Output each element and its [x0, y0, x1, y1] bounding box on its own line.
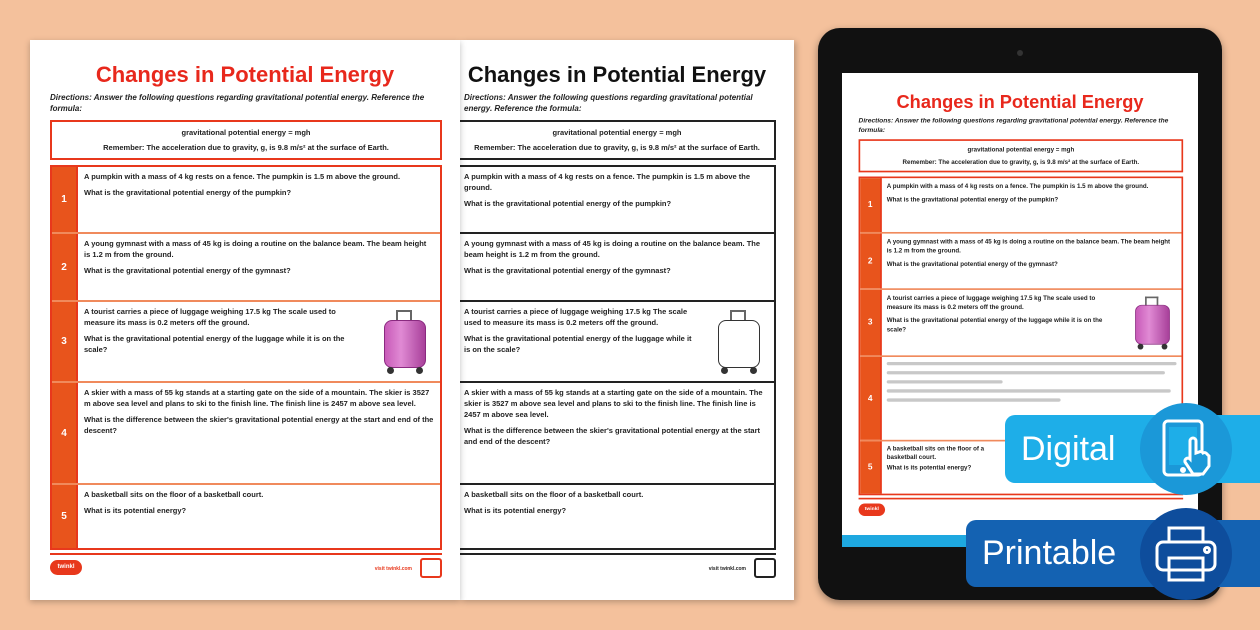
suitcase-icon: [1133, 297, 1171, 350]
placeholder-line: [887, 371, 1165, 374]
camera-icon: [1017, 50, 1023, 56]
suitcase-icon: [716, 310, 762, 374]
question-prompt: What is the difference between the skier's gravitational potential energy at the start and end of the descent?: [84, 415, 434, 435]
question-prompt: What is the gravitational potential energy of the luggage while it is on the scale?: [84, 334, 345, 354]
placeholder-line: [887, 362, 1177, 365]
site-link: visit twinkl.com: [708, 566, 746, 572]
question-number: 4: [52, 383, 78, 483]
placeholder-line: [887, 389, 1171, 392]
question-prompt: What is the gravitational potential energy of the pumpkin?: [886, 195, 1059, 203]
question-row: [460, 234, 774, 302]
twinkl-logo: twinkl: [859, 504, 885, 516]
footer-divider: [859, 498, 1184, 500]
formula: gravitational potential energy = mgh: [552, 128, 682, 137]
question-row: [860, 290, 1181, 357]
question-text: A young gymnast with a mass of 45 kg is doing a routine on the balance beam. The beam height is 1.2 m from the ground.: [886, 237, 1171, 255]
question-row: [52, 485, 440, 548]
site-link: visit twinkl.com: [374, 566, 412, 572]
worksheet-title: Changes in Potential Energy: [896, 91, 1144, 112]
question-prompt: What is its potential energy?: [464, 506, 567, 515]
questions-table: [50, 165, 442, 550]
printable-label: Printable: [982, 534, 1117, 572]
question-text: A young gymnast with a mass of 45 kg is doing a routine on the balance beam. The beam height is 1.2 m from the ground.: [464, 239, 761, 259]
printer-icon: [1140, 508, 1232, 600]
quality-badge-icon: [420, 558, 442, 578]
quality-badge-icon: [754, 558, 776, 578]
formula-box: [859, 139, 1184, 172]
question-prompt: What is the gravitational potential energy of the gymnast?: [886, 260, 1058, 268]
formula-box: [460, 120, 776, 160]
question-prompt: What is the gravitational potential energy of the gymnast?: [464, 266, 671, 275]
question-row: [52, 234, 440, 302]
question-text: A pumpkin with a mass of 4 kg rests on a fence. The pumpkin is 1.5 m above the ground.: [886, 182, 1149, 190]
question-text: A basketball sits on the floor of a basketball court.: [464, 490, 644, 499]
question-row: [52, 167, 440, 234]
question-row: [460, 302, 774, 383]
question-row: [52, 383, 440, 485]
question-text: A skier with a mass of 55 kg stands at a starting gate on the side of a mountain. The skier is 3527 m above sea level and plans to ski to the finish line. The finish line is 2457 m above sea level.: [84, 388, 430, 408]
questions-table: [460, 165, 776, 550]
worksheet-color: [30, 40, 460, 600]
question-number: 2: [860, 234, 882, 289]
question-number: 4: [860, 357, 882, 440]
question-number: 5: [52, 485, 78, 548]
suitcase-icon: [382, 310, 428, 374]
question-number: 5: [860, 441, 882, 493]
question-number: 2: [52, 234, 78, 300]
question-row: [860, 234, 1181, 290]
question-row: [52, 302, 440, 383]
formula-box: [50, 120, 442, 160]
question-text: A pumpkin with a mass of 4 kg rests on a fence. The pumpkin is 1.5 m above the ground.: [84, 172, 401, 181]
question-text: A tourist carries a piece of luggage weighing 17.5 kg The scale used to measure its mass is 0.2 meters off the ground.: [464, 307, 688, 327]
tablet-touch-icon: [1140, 403, 1232, 495]
footer-divider: [50, 553, 442, 555]
footer-divider: [460, 553, 776, 555]
worksheet-title: Changes in Potential Energy: [467, 62, 767, 87]
question-prompt: What is the gravitational potential energy of the pumpkin?: [464, 199, 672, 208]
question-number: 1: [860, 178, 882, 232]
remember-note: Remember: The acceleration due to gravity, g, is 9.8 m/s² at the surface of Earth.: [103, 143, 389, 152]
remember-note: Remember: The acceleration due to gravity, g, is 9.8 m/s² at the surface of Earth.: [474, 143, 760, 152]
question-prompt: What is its potential energy?: [886, 463, 972, 472]
question-prompt: What is its potential energy?: [84, 506, 187, 515]
question-text: A tourist carries a piece of luggage weighing 17.5 kg The scale used to measure its mass is 0.2 meters off the ground.: [84, 307, 336, 327]
formula: gravitational potential energy = mgh: [181, 128, 311, 137]
directions: Directions: Answer the following questions regarding gravitational potential energy. Reference the formula:: [464, 93, 753, 113]
worksheet-title: Changes in Potential Energy: [95, 62, 395, 87]
placeholder-line: [887, 398, 1061, 401]
placeholder-line: [887, 380, 1003, 383]
question-prompt: What is the difference between the skier's gravitational potential energy at the start and end of the descent?: [464, 426, 761, 446]
remember-note: Remember: The acceleration due to gravity, g, is 9.8 m/s² at the surface of Earth.: [902, 158, 1140, 166]
question-text: A basketball sits on the floor of a basketball court.: [84, 490, 264, 499]
twinkl-logo: twinkl: [50, 560, 82, 575]
question-text: A pumpkin with a mass of 4 kg rests on a fence. The pumpkin is 1.5 m above the ground.: [464, 172, 751, 192]
formula: gravitational potential energy = mgh: [967, 145, 1075, 154]
question-number: 3: [52, 302, 78, 381]
question-text: A young gymnast with a mass of 45 kg is doing a routine on the balance beam. The beam height is 1.2 m from the ground.: [84, 239, 427, 259]
directions: Directions: Answer the following questions regarding gravitational potential energy. Reference the formula:: [858, 116, 1169, 134]
worksheet-printable-bw: [460, 40, 794, 600]
question-row: [460, 383, 774, 485]
question-row: [460, 485, 774, 548]
question-text: A basketball sits on the floor of a basketball court.: [886, 444, 985, 461]
question-text: A tourist carries a piece of luggage weighing 17.5 kg The scale used to measure its mass is 0.2 meters off the ground.: [886, 294, 1096, 311]
question-number: 3: [860, 290, 882, 355]
question-text: A skier with a mass of 55 kg stands at a starting gate on the side of a mountain. The skier is 3527 m above sea level and plans to ski to the finish line. The finish line is 2457 m above sea level.: [464, 388, 763, 419]
question-prompt: What is the gravitational potential energy of the pumpkin?: [84, 188, 292, 197]
question-number: 1: [52, 167, 78, 232]
digital-label: Digital: [1021, 429, 1116, 468]
directions: Directions: Answer the following questions regarding gravitational potential energy. Reference the formula:: [50, 93, 425, 113]
question-row: [460, 167, 774, 234]
question-prompt: What is the gravitational potential energy of the gymnast?: [84, 266, 291, 275]
question-row: [860, 178, 1181, 233]
question-prompt: What is the gravitational potential energy of the luggage while it is on the scale?: [464, 334, 692, 354]
question-prompt: What is the gravitational potential energy of the luggage while it is on the scale?: [886, 316, 1103, 333]
